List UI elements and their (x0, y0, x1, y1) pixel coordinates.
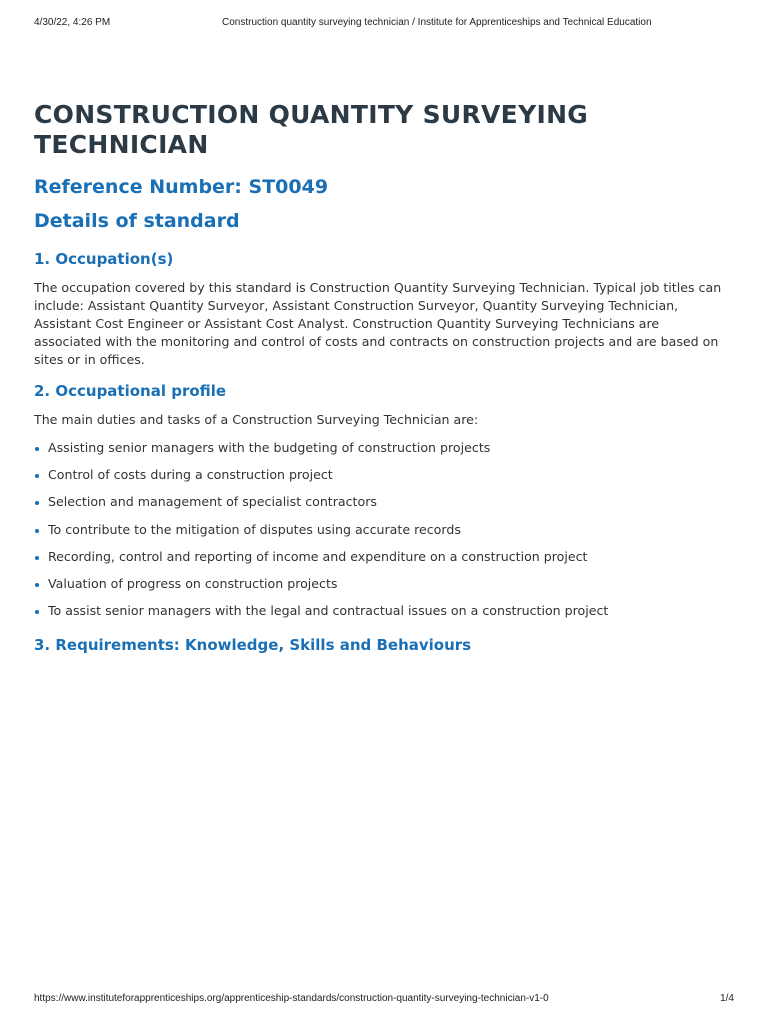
list-item-text: Recording, control and reporting of income and expenditure on a construction project (48, 548, 588, 564)
document-title: CONSTRUCTION QUANTITY SURVEYING TECHNICIAN (34, 100, 589, 159)
bullet-dot-icon (35, 474, 39, 478)
bullet-dot-icon (35, 447, 39, 451)
list-item-text: Selection and management of specialist contractors (48, 494, 377, 510)
list-item-text: Valuation of progress on construction projects (48, 575, 338, 591)
section-intro-occupational-profile: The main duties and tasks of a Construction Surveying Technician are: (34, 412, 479, 427)
bullet-dot-icon (35, 556, 39, 560)
list-item (34, 521, 734, 548)
bullet-dot-icon (35, 583, 39, 587)
section-body-occupations: The occupation covered by this standard is Construction Quantity Surveying Technician. Typical job titles can include: Assistant Quantity Surveyor, Assistant Construction Surveyor, Quantity Surveying Technician, Assistant Cost Engineer or Assistant Cost Analyst. Construction Quantity Surveying Technicians are associated with the monitoring and control of costs and contracts on construction projects and are based on sites or in offices. (34, 280, 722, 367)
duties-list (34, 439, 734, 629)
print-page-title: Construction quantity surveying technician / Institute for Apprenticeships and Technical Education (222, 17, 652, 28)
reference-number: Reference Number: ST0049 (34, 176, 329, 198)
document-content (34, 100, 734, 655)
list-item-text: To contribute to the mitigation of disputes using accurate records (48, 521, 461, 537)
list-item (34, 439, 734, 466)
list-item-text: Assisting senior managers with the budgeting of construction projects (48, 440, 491, 455)
print-datetime: 4/30/22, 4:26 PM (34, 17, 111, 28)
list-item (34, 493, 734, 520)
print-header (34, 17, 734, 31)
page-indicator: 1/4 (720, 993, 734, 1004)
section-heading-occupations: 1. Occupation(s) (34, 250, 174, 268)
list-item (34, 575, 734, 602)
list-item-text: Control of costs during a construction project (48, 467, 333, 483)
list-item (34, 548, 734, 575)
list-item (34, 466, 734, 493)
bullet-dot-icon (35, 529, 39, 533)
section-heading-occupational-profile: 2. Occupational profile (34, 382, 227, 400)
bullet-dot-icon (35, 501, 39, 505)
list-item (34, 602, 734, 629)
print-url: https://www.instituteforapprenticeships.org/apprenticeship-standards/construction-quantity-surveying-technician-v1-0 (34, 993, 549, 1004)
list-item-text: To assist senior managers with the legal and contractual issues on a construction project (48, 603, 609, 619)
print-footer (34, 993, 734, 1007)
details-heading: Details of standard (34, 210, 240, 232)
section-heading-requirements: 3. Requirements: Knowledge, Skills and Behaviours (34, 636, 472, 655)
bullet-dot-icon (35, 610, 39, 614)
